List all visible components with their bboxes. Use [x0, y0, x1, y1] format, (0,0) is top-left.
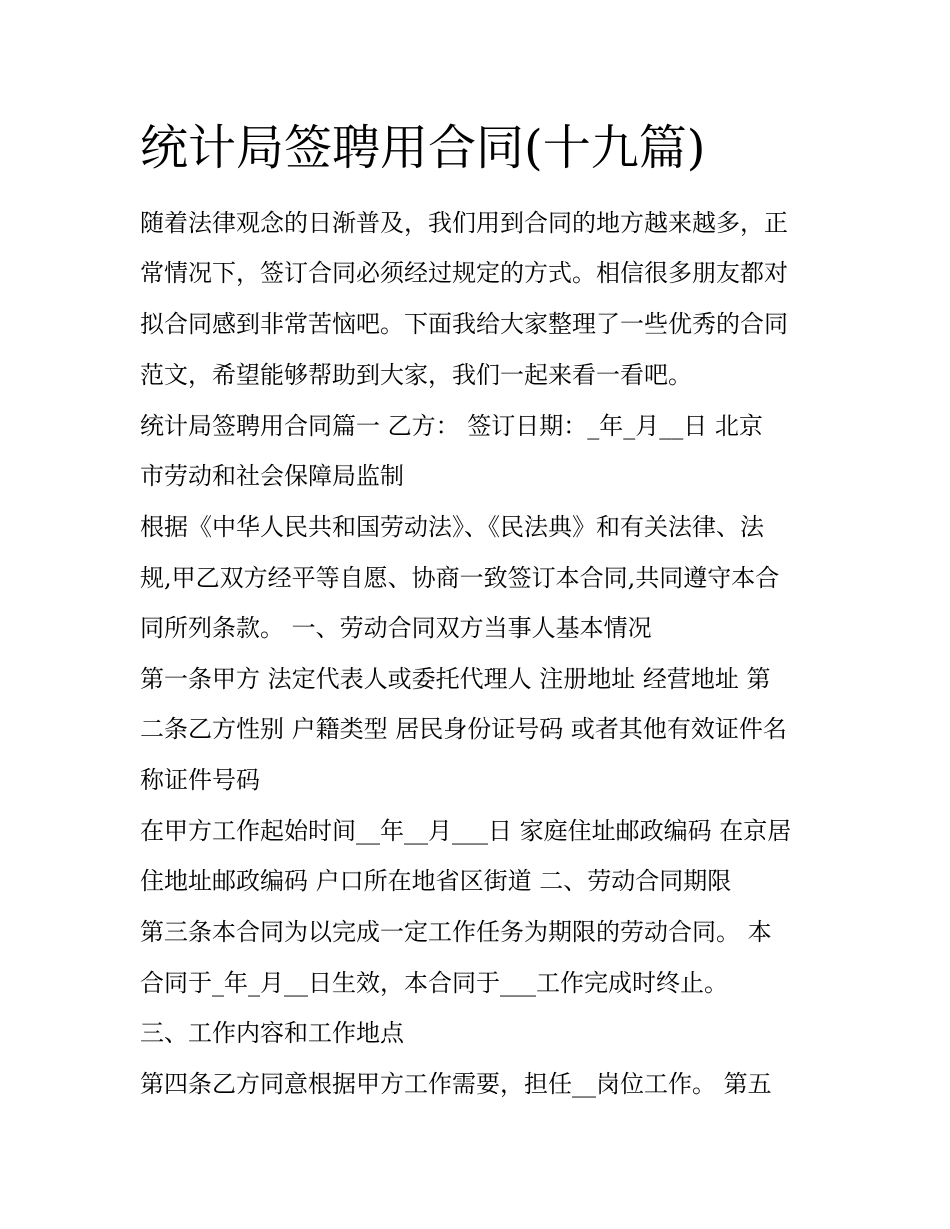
body-line: 合同于_年_月__日生效，本合同于___工作完成时终止。: [140, 969, 728, 997]
body-line: 第三条本合同为以完成一定工作任务为期限的劳动合同。 本: [140, 918, 772, 946]
body-line: 称证件号码: [140, 766, 260, 794]
body-line: 三、工作内容和工作地点: [140, 1019, 404, 1047]
document-title: 统计局签聘用合同(十九篇): [140, 120, 706, 176]
body-line: 范文，希望能够帮助到大家，我们一起来看一看吧。: [140, 361, 692, 389]
body-line: 第四条乙方同意根据甲方工作需要，担任__岗位工作。 第五: [140, 1070, 772, 1098]
body-line: 第一条甲方 法定代表人或委托代理人 注册地址 经营地址 第: [140, 665, 771, 693]
body-line: 在甲方工作起始时间__年__月___日 家庭住址邮政编码 在京居: [140, 817, 792, 845]
body-line: 住地址邮政编码 户口所在地省区街道 二、劳动合同期限: [140, 867, 732, 895]
body-line: 市劳动和社会保障局监制: [140, 462, 404, 490]
body-line: 常情况下，签订合同必须经过规定的方式。相信很多朋友都对: [140, 259, 788, 287]
body-line: 拟合同感到非常苦恼吧。下面我给大家整理了一些优秀的合同: [140, 310, 788, 338]
body-line: 二条乙方性别 户籍类型 居民身份证号码 或者其他有效证件名: [140, 715, 787, 743]
body-line: 根据《中华人民共和国劳动法》、《民法典》和有关法律、法: [140, 513, 764, 541]
body-line: 统计局签聘用合同篇一 乙方： 签订日期：_年_月__日 北京: [140, 412, 763, 440]
body-line: 规,甲乙双方经平等自愿、协商一致签订本合同,共同遵守本合: [140, 564, 780, 592]
body-line: 随着法律观念的日渐普及，我们用到合同的地方越来越多，正: [140, 209, 788, 237]
body-line: 同所列条款。 一、劳动合同双方当事人基本情况: [140, 614, 652, 642]
